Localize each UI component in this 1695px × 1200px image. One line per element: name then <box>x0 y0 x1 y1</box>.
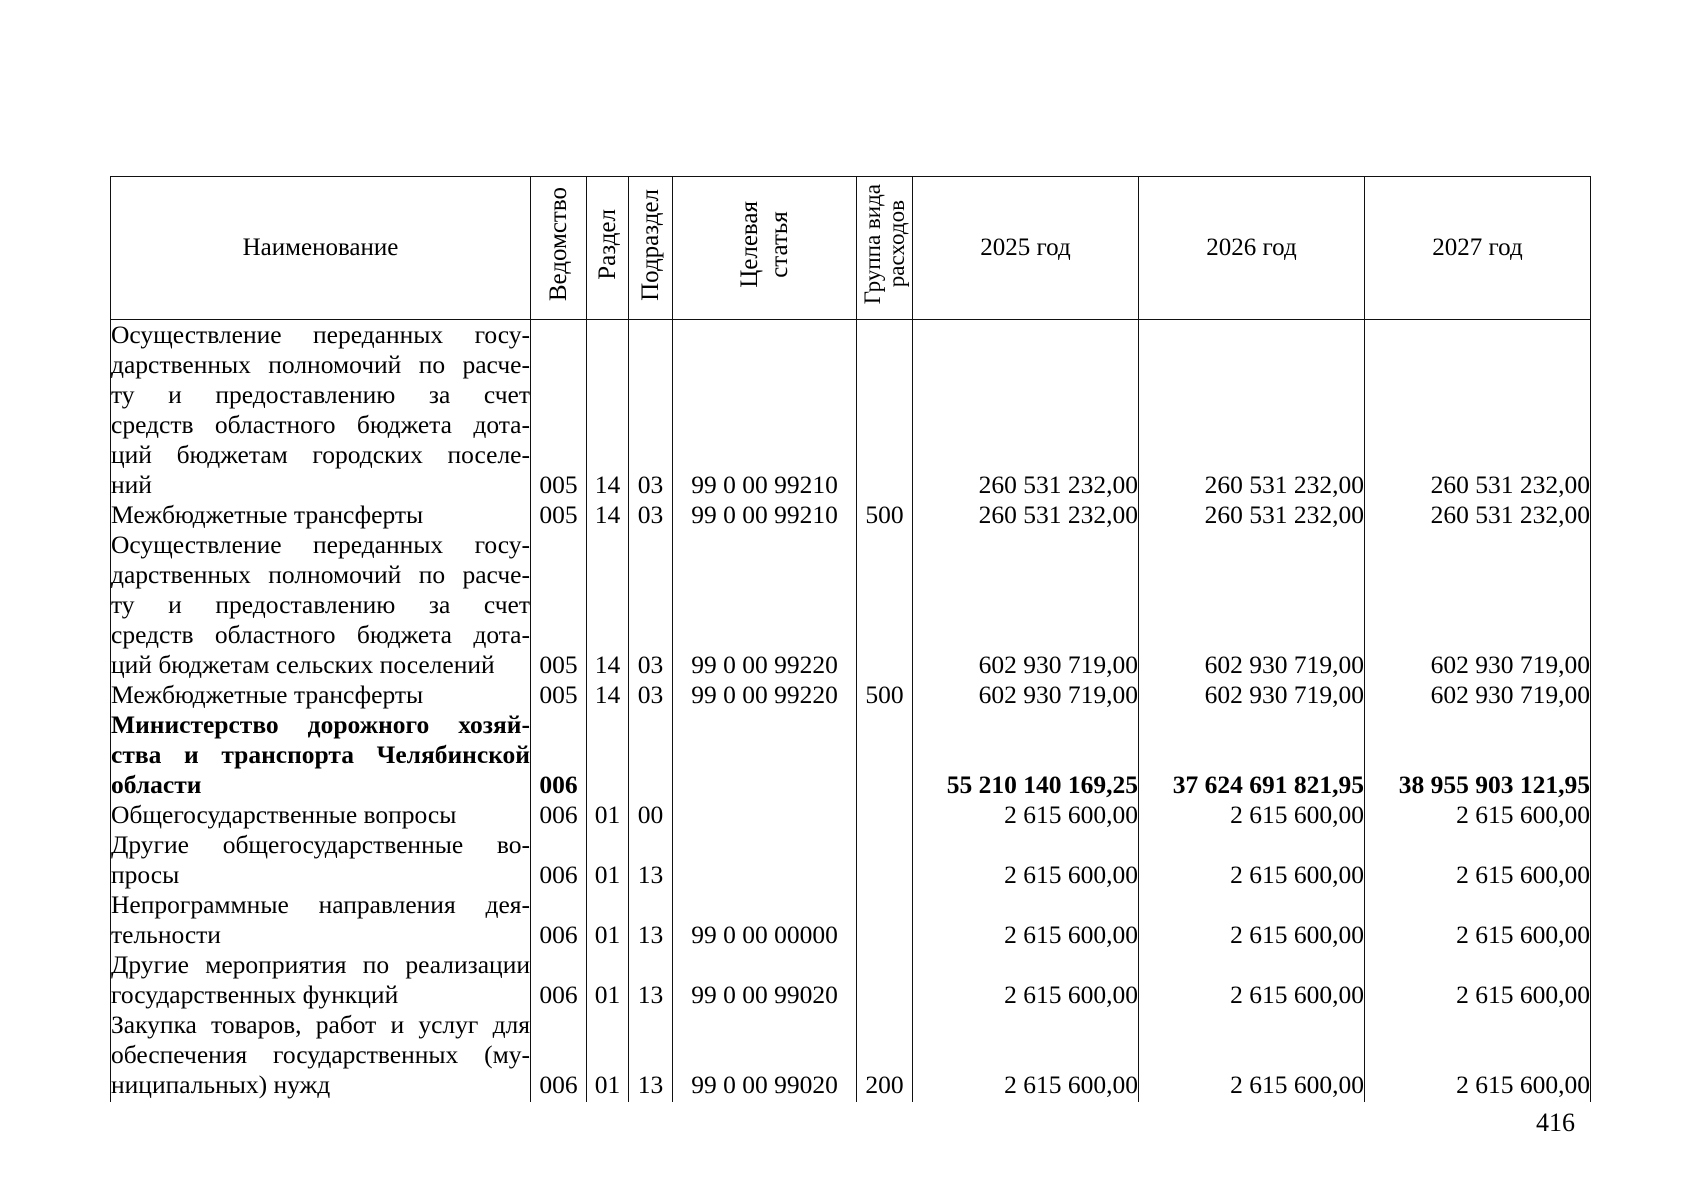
row-amount-2025: 602 930 719,00 <box>913 530 1139 680</box>
row-amount-2025: 602 930 719,00 <box>913 680 1139 710</box>
row-name-line: Непрограммные направления дея- <box>111 890 530 919</box>
header-2025: 2025 год <box>913 177 1139 320</box>
row-podrazdel: 03 <box>629 500 673 530</box>
row-name <box>111 530 531 680</box>
row-amount-2027: 260 531 232,00 <box>1365 320 1591 501</box>
row-name <box>111 680 531 710</box>
row-name-line: ту и предоставлению за счет <box>111 380 530 409</box>
row-amount-2025: 2 615 600,00 <box>913 830 1139 890</box>
header-2027: 2027 год <box>1365 177 1591 320</box>
row-podrazdel <box>629 710 673 800</box>
row-amount-2027: 602 930 719,00 <box>1365 680 1591 710</box>
row-name-line: государственных функций <box>111 980 399 1009</box>
row-target-article: 99 0 00 99210 <box>673 500 857 530</box>
row-name-line: ций бюджетам сельских поселений <box>111 650 495 679</box>
row-amount-2025: 260 531 232,00 <box>913 320 1139 501</box>
table-row <box>111 320 1591 501</box>
row-name-line: ций бюджетам городских поселе- <box>111 440 530 469</box>
row-name <box>111 710 531 800</box>
header-name: Наименование <box>111 177 531 320</box>
row-name <box>111 1010 531 1102</box>
table-row <box>111 500 1591 530</box>
table-row <box>111 800 1591 830</box>
row-podrazdel: 03 <box>629 680 673 710</box>
header-expense-group: Группа вида расходов <box>857 177 913 320</box>
row-amount-2026: 2 615 600,00 <box>1139 950 1365 1010</box>
row-amount-2025: 2 615 600,00 <box>913 890 1139 950</box>
row-expense-group <box>857 800 913 830</box>
row-name-line: Общегосударственные вопросы <box>111 800 457 829</box>
page-number: 416 <box>1536 1108 1575 1137</box>
row-name-line: дарственных полномочий по расче- <box>111 560 530 589</box>
table-row <box>111 830 1591 890</box>
row-name-line: средств областного бюджета дота- <box>111 410 530 439</box>
row-expense-group <box>857 830 913 890</box>
row-vedomstvo: 006 <box>531 710 587 800</box>
row-vedomstvo: 006 <box>531 950 587 1010</box>
row-amount-2027: 2 615 600,00 <box>1365 890 1591 950</box>
row-target-article: 99 0 00 00000 <box>673 890 857 950</box>
row-name-line: тельности <box>111 920 221 949</box>
row-vedomstvo: 006 <box>531 830 587 890</box>
budget-table <box>110 176 1591 1102</box>
row-vedomstvo: 005 <box>531 500 587 530</box>
row-name <box>111 320 531 501</box>
row-expense-group <box>857 320 913 501</box>
row-target-article <box>673 710 857 800</box>
row-expense-group <box>857 710 913 800</box>
row-target-article: 99 0 00 99220 <box>673 680 857 710</box>
row-name-line: Осуществление переданных госу- <box>111 320 530 349</box>
row-razdel: 14 <box>587 500 629 530</box>
row-podrazdel: 00 <box>629 800 673 830</box>
row-name <box>111 950 531 1010</box>
row-podrazdel: 13 <box>629 830 673 890</box>
row-target-article <box>673 800 857 830</box>
row-amount-2026: 260 531 232,00 <box>1139 500 1365 530</box>
row-razdel: 01 <box>587 950 629 1010</box>
row-target-article: 99 0 00 99020 <box>673 950 857 1010</box>
row-name-line: Межбюджетные трансферты <box>111 680 424 709</box>
row-amount-2027: 602 930 719,00 <box>1365 530 1591 680</box>
row-name-line: дарственных полномочий по расче- <box>111 350 530 379</box>
row-name-line: обеспечения государственных (му- <box>111 1040 530 1069</box>
row-amount-2026: 602 930 719,00 <box>1139 680 1365 710</box>
row-name <box>111 500 531 530</box>
table-row <box>111 890 1591 950</box>
row-name <box>111 800 531 830</box>
row-amount-2026: 260 531 232,00 <box>1139 320 1365 501</box>
row-name <box>111 830 531 890</box>
row-name-line: ту и предоставлению за счет <box>111 590 530 619</box>
row-name-line: ниципальных) нужд <box>111 1070 331 1099</box>
row-name-line: средств областного бюджета дота- <box>111 620 530 649</box>
row-vedomstvo: 006 <box>531 890 587 950</box>
row-target-article <box>673 830 857 890</box>
row-razdel: 01 <box>587 800 629 830</box>
row-vedomstvo: 005 <box>531 680 587 710</box>
row-expense-group <box>857 530 913 680</box>
row-podrazdel: 13 <box>629 890 673 950</box>
row-amount-2026: 2 615 600,00 <box>1139 800 1365 830</box>
row-name-line: Министерство дорожного хозяй- <box>111 710 530 739</box>
table-row <box>111 680 1591 710</box>
row-razdel <box>587 710 629 800</box>
row-name-line: Другие общегосударственные во- <box>111 830 530 859</box>
row-expense-group <box>857 890 913 950</box>
row-amount-2027: 2 615 600,00 <box>1365 950 1591 1010</box>
row-target-article: 99 0 00 99210 <box>673 320 857 501</box>
header-vedomstvo: Ведомство <box>531 177 587 320</box>
table-row <box>111 950 1591 1010</box>
row-amount-2027: 2 615 600,00 <box>1365 1010 1591 1102</box>
row-razdel: 14 <box>587 320 629 501</box>
row-name-line: ства и транспорта Челябинской <box>111 740 530 769</box>
row-target-article: 99 0 00 99020 <box>673 1010 857 1102</box>
row-expense-group <box>857 950 913 1010</box>
row-name-line: Осуществление переданных госу- <box>111 530 530 559</box>
row-name-line: Межбюджетные трансферты <box>111 500 424 529</box>
row-name <box>111 890 531 950</box>
row-amount-2027: 260 531 232,00 <box>1365 500 1591 530</box>
header-target-article: Целевая статья <box>673 177 857 320</box>
row-podrazdel: 13 <box>629 950 673 1010</box>
table-row <box>111 530 1591 680</box>
row-podrazdel: 13 <box>629 1010 673 1102</box>
row-amount-2026: 2 615 600,00 <box>1139 1010 1365 1102</box>
row-vedomstvo: 005 <box>531 530 587 680</box>
table-row <box>111 710 1591 800</box>
row-vedomstvo: 006 <box>531 800 587 830</box>
row-razdel: 14 <box>587 530 629 680</box>
row-podrazdel: 03 <box>629 530 673 680</box>
row-target-article: 99 0 00 99220 <box>673 530 857 680</box>
header-2026: 2026 год <box>1139 177 1365 320</box>
row-name-line: Закупка товаров, работ и услуг для <box>111 1010 530 1039</box>
row-amount-2025: 2 615 600,00 <box>913 800 1139 830</box>
row-name-line: просы <box>111 860 180 889</box>
row-expense-group: 500 <box>857 500 913 530</box>
row-amount-2027: 2 615 600,00 <box>1365 830 1591 890</box>
header-podrazdel: Подраздел <box>629 177 673 320</box>
row-amount-2026: 602 930 719,00 <box>1139 530 1365 680</box>
row-amount-2025: 2 615 600,00 <box>913 950 1139 1010</box>
row-amount-2027: 2 615 600,00 <box>1365 800 1591 830</box>
row-vedomstvo: 006 <box>531 1010 587 1102</box>
row-expense-group: 500 <box>857 680 913 710</box>
row-razdel: 14 <box>587 680 629 710</box>
table-body <box>111 320 1591 1103</box>
row-razdel: 01 <box>587 890 629 950</box>
row-podrazdel: 03 <box>629 320 673 501</box>
row-amount-2026: 2 615 600,00 <box>1139 890 1365 950</box>
row-amount-2026: 37 624 691 821,95 <box>1139 710 1365 800</box>
row-name-line: ний <box>111 470 152 499</box>
row-amount-2026: 2 615 600,00 <box>1139 830 1365 890</box>
row-name-line: области <box>111 770 202 799</box>
row-amount-2025: 2 615 600,00 <box>913 1010 1139 1102</box>
row-vedomstvo: 005 <box>531 320 587 501</box>
row-amount-2027: 38 955 903 121,95 <box>1365 710 1591 800</box>
row-expense-group: 200 <box>857 1010 913 1102</box>
row-razdel: 01 <box>587 830 629 890</box>
row-amount-2025: 55 210 140 169,25 <box>913 710 1139 800</box>
header-razdel: Раздел <box>587 177 629 320</box>
row-razdel: 01 <box>587 1010 629 1102</box>
table-row <box>111 1010 1591 1102</box>
row-amount-2025: 260 531 232,00 <box>913 500 1139 530</box>
row-name-line: Другие мероприятия по реализации <box>111 950 530 979</box>
table-header <box>111 177 1591 320</box>
